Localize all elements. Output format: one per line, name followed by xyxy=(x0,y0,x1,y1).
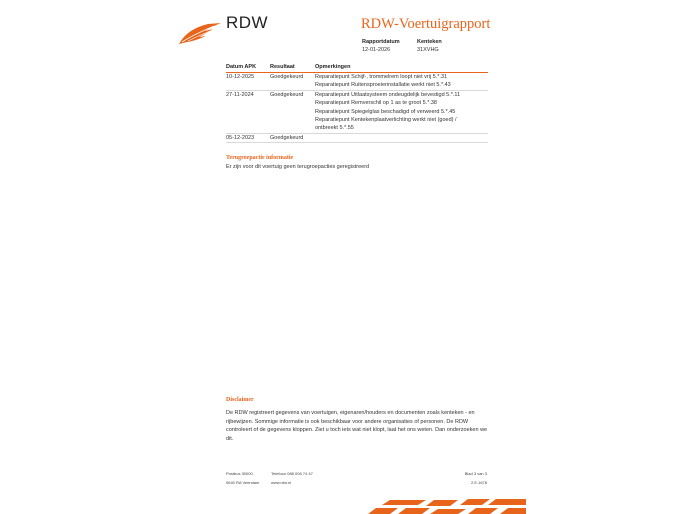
remark-line: Reparatiepunt Spiegelglas beschadigd of verweerd 5.*.45 xyxy=(315,108,456,115)
remark-line: ontbreekt 5.*.55 xyxy=(315,125,354,132)
footer-postbox: Postbus 30000 xyxy=(226,471,253,476)
disclaimer-title: Disclaimer xyxy=(226,397,254,403)
recall-text: Er zijn voor dit voertuig geen terugroepacties geregistreerd xyxy=(226,164,370,170)
report-title: RDW-Voertuigrapport xyxy=(361,16,491,32)
apk-result: Goedgekeurd xyxy=(270,90,315,133)
footer-city: 9640 RA Veendam xyxy=(226,480,260,485)
table-row xyxy=(226,133,488,142)
report-date-label: Rapportdatum xyxy=(362,39,400,45)
apk-date: 05-12-2023 xyxy=(226,133,270,142)
disclaimer-text: De RDW registreert gegevens van voertuigen, eigenaren/houders en documenten zoals kenteken - en rijbewijzen. Sommige informatie is ook beschikbaar voor andere organisaties of personen. De RDW controleert of de gegevens kloppen. Ziet u toch iets wat niet klopt, laat het ons weten. Dan onderzoeken we dit. xyxy=(226,410,488,442)
apk-result: Goedgekeurd xyxy=(270,73,315,91)
apk-date: 27-11-2024 xyxy=(226,90,270,133)
brand-name: RDW xyxy=(226,13,269,32)
apk-remarks xyxy=(315,90,488,133)
remark-line: Reparatiepunt Remverschil op 1 as te groot 5.*.38 xyxy=(315,100,437,107)
column-header-remarks: Opmerkingen xyxy=(315,63,488,73)
plate-label: Kenteken xyxy=(417,39,442,45)
remark-line: Reparatiepunt Kentekenplaatverlichting werkt niet (goed) / xyxy=(315,117,457,124)
rdw-stripes-graphic-icon xyxy=(368,498,526,514)
apk-result: Goedgekeurd xyxy=(270,133,315,142)
report-date-value: 12-01-2026 xyxy=(362,47,391,53)
footer-code: 2.E.1678 xyxy=(470,480,487,485)
footer-page-number: Blad 3 van 3 xyxy=(464,471,487,476)
column-header-date: Datum APK xyxy=(226,63,270,73)
apk-table xyxy=(226,63,488,143)
recall-title: Terugroepactie informatie xyxy=(226,155,294,161)
remark-line: Reparatiepunt Uitlaatsysteem ondeugdelijk bevestigd 5.*.11 xyxy=(315,91,461,98)
footer-website[interactable]: www.rdw.nl xyxy=(271,480,292,485)
footer-phone: Telefoon 088 008 74 47 xyxy=(271,471,313,476)
table-row xyxy=(226,73,488,91)
apk-date: 10-12-2025 xyxy=(226,73,270,91)
plate-value: 31XVHG xyxy=(417,47,439,53)
rdw-logo-icon xyxy=(178,20,222,46)
remark-line: Reparatiepunt Schijf-, trommelrem loopt niet vrij 5.*.31 xyxy=(315,74,448,80)
apk-remarks xyxy=(315,133,488,142)
apk-remarks xyxy=(315,73,488,91)
remark-line: Reparatiepunt Ruitensproeierinstallatie werkt niet 5.*.43 xyxy=(315,82,451,89)
column-header-result: Resultaat xyxy=(270,63,315,73)
table-row xyxy=(226,90,488,133)
